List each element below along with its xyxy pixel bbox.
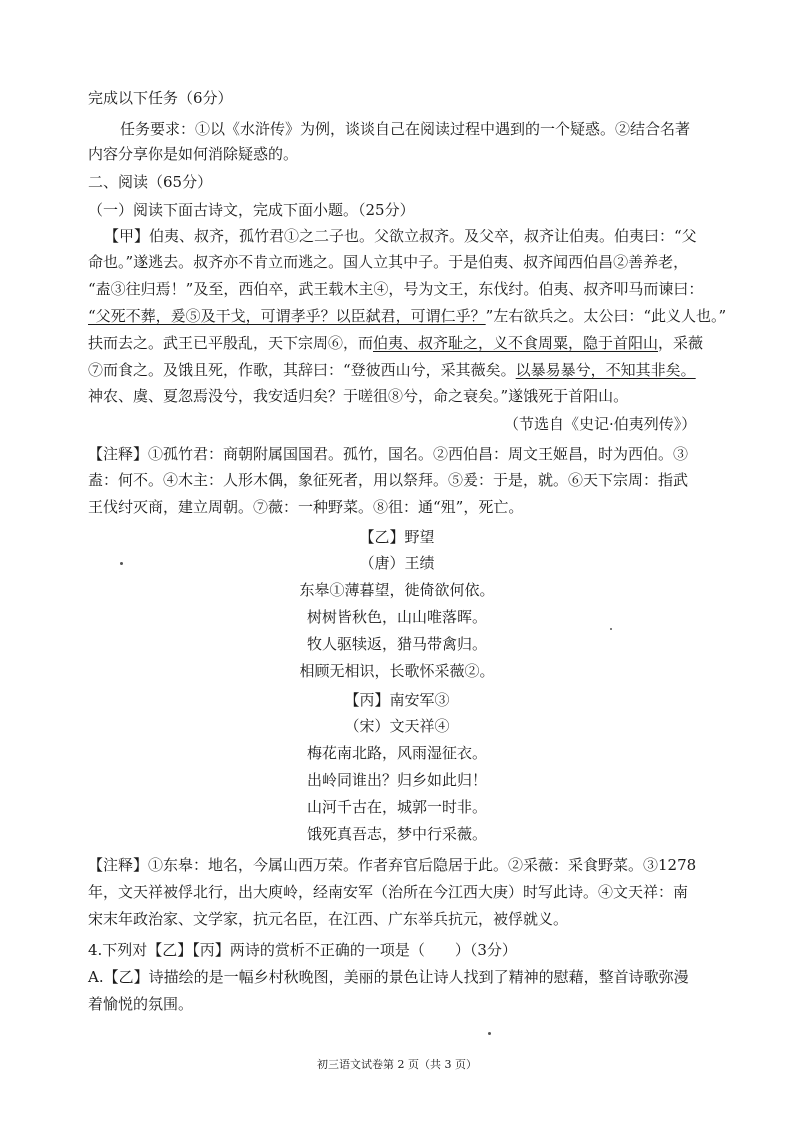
notes-jia-line-2: 盍：何不。④木主：人形木偶，象征死者，用以祭拜。⑤爰：于是，就。⑥天下宗周：指武 [88,471,689,489]
poem-yi-line: 树树皆秋色，山山唯落晖。 [306,608,487,626]
notes-poems-line-1: 【注释】①东皋：地名，今属山西万荣。作者弃官后隐居于此。②采薇：采食野菜。③1278 [88,856,697,874]
question-4: 4.下列对【乙】【丙】两诗的赏析不正确的一项是（ ）（3分） [88,941,517,959]
task-requirement-line-2: 内容分享你是如何消除疑惑的。 [88,145,299,163]
passage-jia-line-6: ⑦而食之。及饿且死，作歌，其辞曰：“登彼西山兮，采其薇矣。以暴易暴兮，不知其非矣。 [88,361,696,379]
passage-jia-source: （节选自《史记·伯夷列传》） [504,415,697,433]
scan-speck [488,1032,491,1035]
underlined-sentence-1: “父死不葬，爰⑤及干戈，可谓孝乎？以臣弑君，可谓仁乎？ [88,307,486,325]
poem-yi-author: （唐）王绩 [359,554,435,572]
poem-yi-line: 相顾无相识，长歌怀采薇②。 [299,662,495,680]
notes-poems-line-3: 宋末年政治家、文学家，抗元名臣，在江西、广东举兵抗元，被俘就义。 [88,910,569,928]
notes-poems-line-2: 年，文天祥被俘北行，出大庾岭，经南安军（治所在今江西大庚）时写此诗。④文天祥：南 [88,883,689,901]
passage-jia-line-3: “盍③往归焉！”及至，西伯卒，武王载木主④，号为文王，东伐纣。伯夷、叔齐叩马而谏曰： [88,280,704,298]
scan-speck [610,628,612,630]
question-4-option-a-line-2: 着愉悦的氛围。 [88,995,194,1013]
poem-bing-line: 饿死真吾志，梦中行采薇。 [306,825,487,843]
poem-bing-line: 梅花南北路，风雨湿征衣。 [306,744,487,762]
poem-bing-line: 山河千古在，城郭一时非。 [306,798,487,816]
passage-jia-line-2: 命也。”遂逃去。叔齐亦不肯立而逃之。国人立其中子。于是伯夷、叔齐闻西伯昌②善养老， [88,253,689,271]
notes-jia-line-1: 【注释】①孤竹君：商朝附属国国君。孤竹，国名。②西伯昌：周文王姬昌，时为西伯。③ [88,445,689,463]
scan-speck [120,562,123,565]
poem-yi-line: 东皋①薄暮望，徙倚欲何依。 [299,581,495,599]
question-4-option-a-line-1: A.【乙】诗描绘的是一幅乡村秋晚图，美丽的景色让诗人找到了精神的慰藉，整首诗歌弥漫 [88,968,689,986]
poem-bing-author: （宋）文天祥④ [344,717,450,735]
passage-jia-line-4: “父死不葬，爰⑤及干戈，可谓孝乎？以臣弑君，可谓仁乎？”左右欲兵之。太公曰：“此义人也。” [88,307,727,325]
task-requirement-line-1: 任务要求：①以《水浒传》为例，谈谈自己在阅读过程中遇到的一个疑惑。②结合名著 [120,120,691,138]
part-one-heading: （一）阅读下面古诗文，完成下面小题。（25分） [88,201,415,219]
section-two-heading: 二、阅读（65分） [88,173,213,191]
poem-bing-title: 【丙】南安军③ [344,691,450,709]
poem-yi-title: 【乙】野望 [359,528,435,546]
task-heading: 完成以下任务（6分） [88,89,233,107]
poem-yi-line: 牧人驱犊返，猎马带禽归。 [306,635,487,653]
passage-jia-line-7: 神农、虞、夏忽焉没兮，我安适归矣？于嗟徂⑧兮，命之衰矣。”遂饿死于首阳山。 [88,387,629,405]
notes-jia-line-3: 王伐纣灭商，建立周朝。⑦薇：一种野菜。⑧徂：通“殂”，死亡。 [88,498,524,516]
passage-jia-line-1: 【甲】伯夷、叔齐，孤竹君①之二子也。父欲立叔齐。及父卒，叔齐让伯夷。伯夷曰：“父 [104,227,697,245]
poem-bing-line: 出岭同谁出？归乡如此归！ [306,771,487,789]
underlined-sentence-2: 伯夷、叔齐耻之，义不食周粟，隐于首阳山 [373,334,659,352]
passage-jia-line-5: 扶而去之。武王已平殷乱，天下宗周⑥，而伯夷、叔齐耻之，义不食周粟，隐于首阳山，采薇 [88,334,704,352]
underlined-sentence-3: 以暴易暴兮，不知其非矣。 [515,361,696,379]
page-footer: 初三语文试卷第 2 页（共 3 页） [317,1058,477,1071]
